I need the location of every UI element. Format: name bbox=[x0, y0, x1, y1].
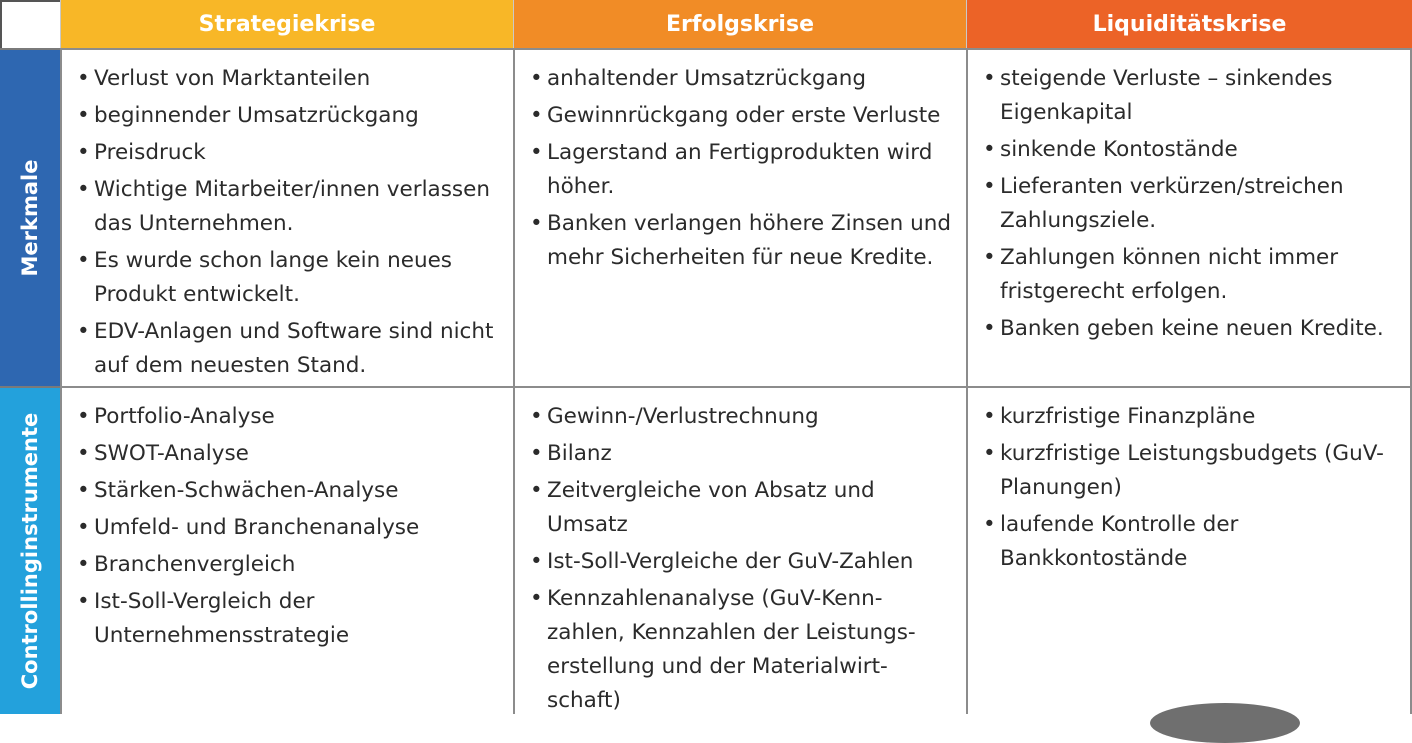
list-item: • kurzfristige Finanzpläne bbox=[982, 400, 1400, 434]
list-item: • steigende Verluste – sinkendes Eigenkapital bbox=[982, 62, 1400, 130]
header-erfolgskrise: Erfolgskrise bbox=[513, 0, 966, 48]
decorative-shape bbox=[1150, 703, 1300, 743]
list-item: • Es wurde schon lange kein neues Produkt entwickelt. bbox=[76, 244, 503, 312]
table-corner bbox=[0, 0, 60, 48]
cell-controlling-liquiditaetskrise bbox=[966, 386, 1412, 714]
bullet-list bbox=[76, 62, 503, 383]
list-item: • anhaltender Umsatzrückgang bbox=[529, 62, 956, 96]
list-item: • Zahlungen können nicht immer fristgerecht erfolgen. bbox=[982, 241, 1400, 309]
list-item: • Gewinnrückgang oder erste Verluste bbox=[529, 99, 956, 133]
header-strategiekrise: Strategiekrise bbox=[60, 0, 513, 48]
cell-controlling-strategiekrise bbox=[60, 386, 513, 714]
list-item: • Banken verlangen höhere Zinsen und mehr Sicherheiten für neue Kredite. bbox=[529, 207, 956, 275]
bullet-list bbox=[982, 400, 1400, 576]
list-item: • beginnender Umsatzrückgang bbox=[76, 99, 503, 133]
list-item: • Ist-Soll-Vergleich der Unternehmensstrategie bbox=[76, 585, 503, 653]
list-item: • kurzfristige Leistungsbudgets (GuV-Planungen) bbox=[982, 437, 1400, 505]
row-label-merkmale bbox=[0, 48, 60, 386]
list-item: • Lieferanten verkürzen/streichen Zahlungsziele. bbox=[982, 170, 1400, 238]
list-item: • Lagerstand an Fertigprodukten wird höher. bbox=[529, 136, 956, 204]
list-item: • Ist-Soll-Vergleiche der GuV-Zahlen bbox=[529, 545, 956, 579]
cell-merkmale-erfolgskrise bbox=[513, 48, 966, 386]
list-item: • Gewinn-/Verlustrechnung bbox=[529, 400, 956, 434]
list-item: • Umfeld- und Branchenanalyse bbox=[76, 511, 503, 545]
bullet-list bbox=[529, 400, 956, 714]
row-label-merkmale-text: Merkmale bbox=[18, 159, 42, 277]
list-item: • sinkende Kontostände bbox=[982, 133, 1400, 167]
list-item: • Banken geben keine neuen Kredite. bbox=[982, 312, 1400, 346]
list-item: • Branchenvergleich bbox=[76, 548, 503, 582]
list-item: • EDV-Anlagen und Software sind nicht auf dem neuesten Stand. bbox=[76, 315, 503, 383]
row-label-controllinginstrumente bbox=[0, 386, 60, 714]
header-liquiditaetskrise: Liquiditätskrise bbox=[966, 0, 1412, 48]
list-item: • Wichtige Mitarbeiter/innen verlassen das Unternehmen. bbox=[76, 173, 503, 241]
list-item: • Portfolio-Analyse bbox=[76, 400, 503, 434]
list-item: • Zeitvergleiche von Absatz und Umsatz bbox=[529, 474, 956, 542]
list-item: • SWOT-Analyse bbox=[76, 437, 503, 471]
bullet-list bbox=[76, 400, 503, 653]
list-item: • Preisdruck bbox=[76, 136, 503, 170]
row-label-controllinginstrumente-text: Controllinginstrumente bbox=[18, 412, 42, 690]
list-item: • Stärken-Schwächen-Analyse bbox=[76, 474, 503, 508]
bullet-list bbox=[529, 62, 956, 275]
list-item: • Verlust von Marktanteilen bbox=[76, 62, 503, 96]
list-item: • Kennzahlenanalyse (GuV-Kenn-zahlen, Kennzahlen der Leistungs-erstellung und der Materialwirt-schaft) bbox=[529, 582, 956, 714]
list-item: • Bilanz bbox=[529, 437, 956, 471]
cell-merkmale-strategiekrise bbox=[60, 48, 513, 386]
bullet-list bbox=[982, 62, 1400, 346]
cell-merkmale-liquiditaetskrise bbox=[966, 48, 1412, 386]
list-item: • laufende Kontrolle der Bankkontostände bbox=[982, 508, 1400, 576]
cell-controlling-erfolgskrise bbox=[513, 386, 966, 714]
